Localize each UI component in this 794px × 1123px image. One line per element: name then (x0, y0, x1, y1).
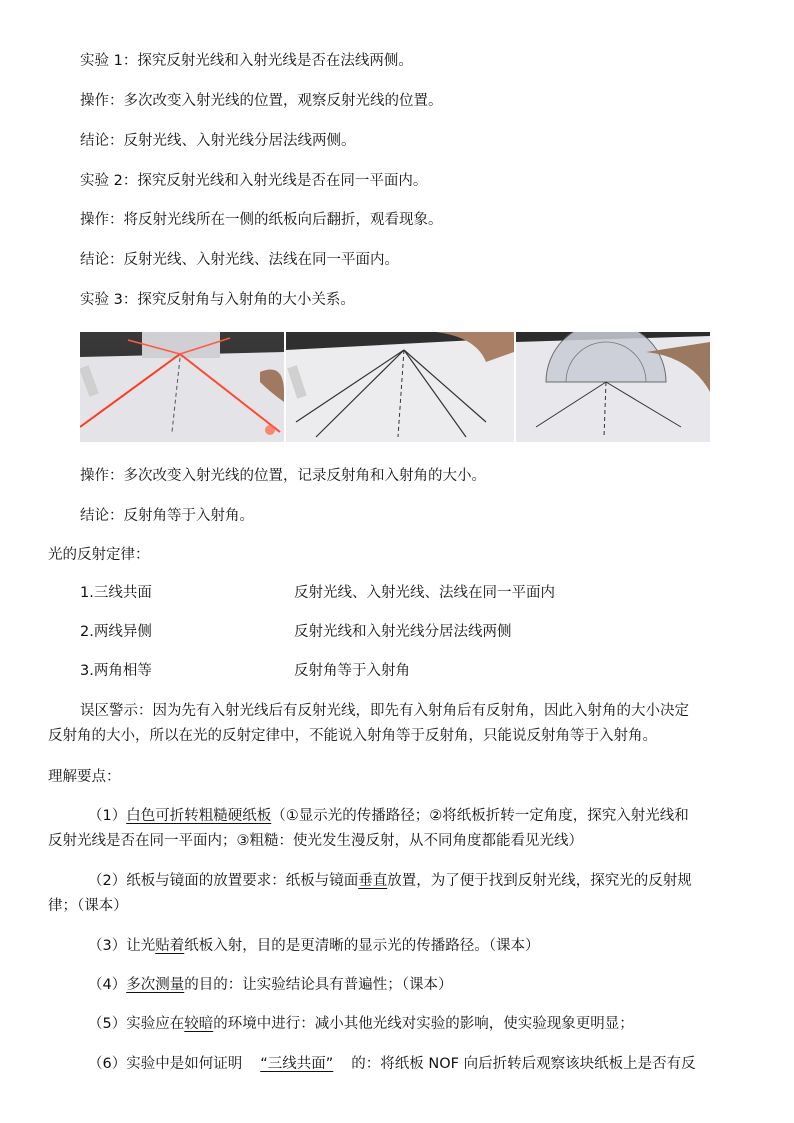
exp2-operation: 操作：将反射光线所在一侧的纸板向后翻折，观看现象。 (80, 212, 443, 228)
warning-line1: 误区警示：因为先有入射光线后有反射光线，即先有入射角后有反射角，因此入射角的大小决定 (80, 703, 689, 719)
exp3-conclusion: 结论：反射角等于入射角。 (80, 508, 254, 524)
law-item-label: 1.三线共面 (80, 585, 152, 601)
exp2-title: 实验 2：探究反射光线和入射光线是否在同一平面内。 (80, 173, 428, 189)
point-1-line2: 反射光线是否在同一平面内；③粗糙：使光发生漫反射，从不同角度都能看见光线） (48, 833, 583, 849)
points-heading: 理解要点： (48, 769, 121, 785)
exp2-conclusion: 结论：反射光线、入射光线、法线在同一平面内。 (80, 252, 399, 268)
point-text: （①显示光的传播路径；②将纸板折转一定角度，探究入射光线和 (271, 808, 689, 824)
exp1-title: 实验 1：探究反射光线和入射光线是否在法线两侧。 (80, 53, 413, 69)
point-2-line2: 律；（课本） (48, 898, 128, 914)
point-3 (88, 936, 539, 956)
law-item (80, 622, 680, 642)
protractor-measure-photo (516, 332, 710, 442)
exp3-operation: 操作：多次改变入射光线的位置，记录反射角和入射角的大小。 (80, 468, 486, 484)
point-2 (88, 871, 692, 891)
warning-line2: 反射角的大小，所以在光的反射定律中，不能说入射角等于反射角，只能说反射角等于入射角。 (48, 728, 657, 744)
law-item (80, 661, 680, 681)
law-item-label: 2.两线异侧 (80, 624, 152, 640)
point-number: （1） (88, 808, 127, 824)
experiment-photos (80, 332, 710, 442)
underlined-term: 白色可折转粗糙硬纸板 (126, 808, 272, 824)
exp1-conclusion: 结论：反射光线、入射光线分居法线两侧。 (80, 133, 356, 149)
underlined-term: 垂直 (358, 873, 388, 889)
point-text: （6）实验中是如何证明 (88, 1056, 243, 1072)
underlined-term: 多次测量 (126, 977, 185, 993)
point-4 (88, 975, 452, 995)
law-item-label: 3.两角相等 (80, 663, 152, 679)
point-text: 的：将纸板 NOF 向后折转后观察该块纸板上是否有反 (351, 1056, 696, 1072)
point-text: （2）纸板与镜面的放置要求：纸板与镜面 (88, 873, 359, 889)
point-text: 放置，为了便于找到反射光线，探究光的反射规 (387, 873, 692, 889)
point-5 (88, 1014, 634, 1034)
point-6 (88, 1054, 696, 1074)
law-heading: 光的反射定律： (48, 547, 150, 563)
point-text: （4） (88, 977, 127, 993)
point-text: 的目的：让实验结论具有普遍性；（课本） (184, 977, 453, 993)
law-item-text: 反射角等于入射角 (294, 663, 410, 679)
underlined-term: 较暗 (184, 1016, 214, 1032)
law-item (80, 583, 680, 603)
law-item-text: 反射光线和入射光线分居法线两侧 (294, 624, 512, 640)
point-text: （3）让光 (88, 938, 156, 954)
point-1 (88, 806, 689, 826)
drawn-rays-photo (286, 332, 514, 442)
point-text: （5）实验应在 (88, 1016, 185, 1032)
point-text: 纸板入射，目的是更清晰的显示光的传播路径。（课本） (184, 938, 540, 954)
exp1-operation: 操作：多次改变入射光线的位置，观察反射光线的位置。 (80, 93, 443, 109)
underlined-blank: “三线共面” (260, 1056, 334, 1072)
point-text: 的环境中进行：减小其他光线对实验的影响，使实验现象更明显； (213, 1016, 634, 1032)
laser-reflection-photo (80, 332, 284, 442)
exp3-title: 实验 3：探究反射角与入射角的大小关系。 (80, 292, 355, 308)
underlined-term: 贴着 (155, 938, 185, 954)
law-item-text: 反射光线、入射光线、法线在同一平面内 (294, 585, 555, 601)
